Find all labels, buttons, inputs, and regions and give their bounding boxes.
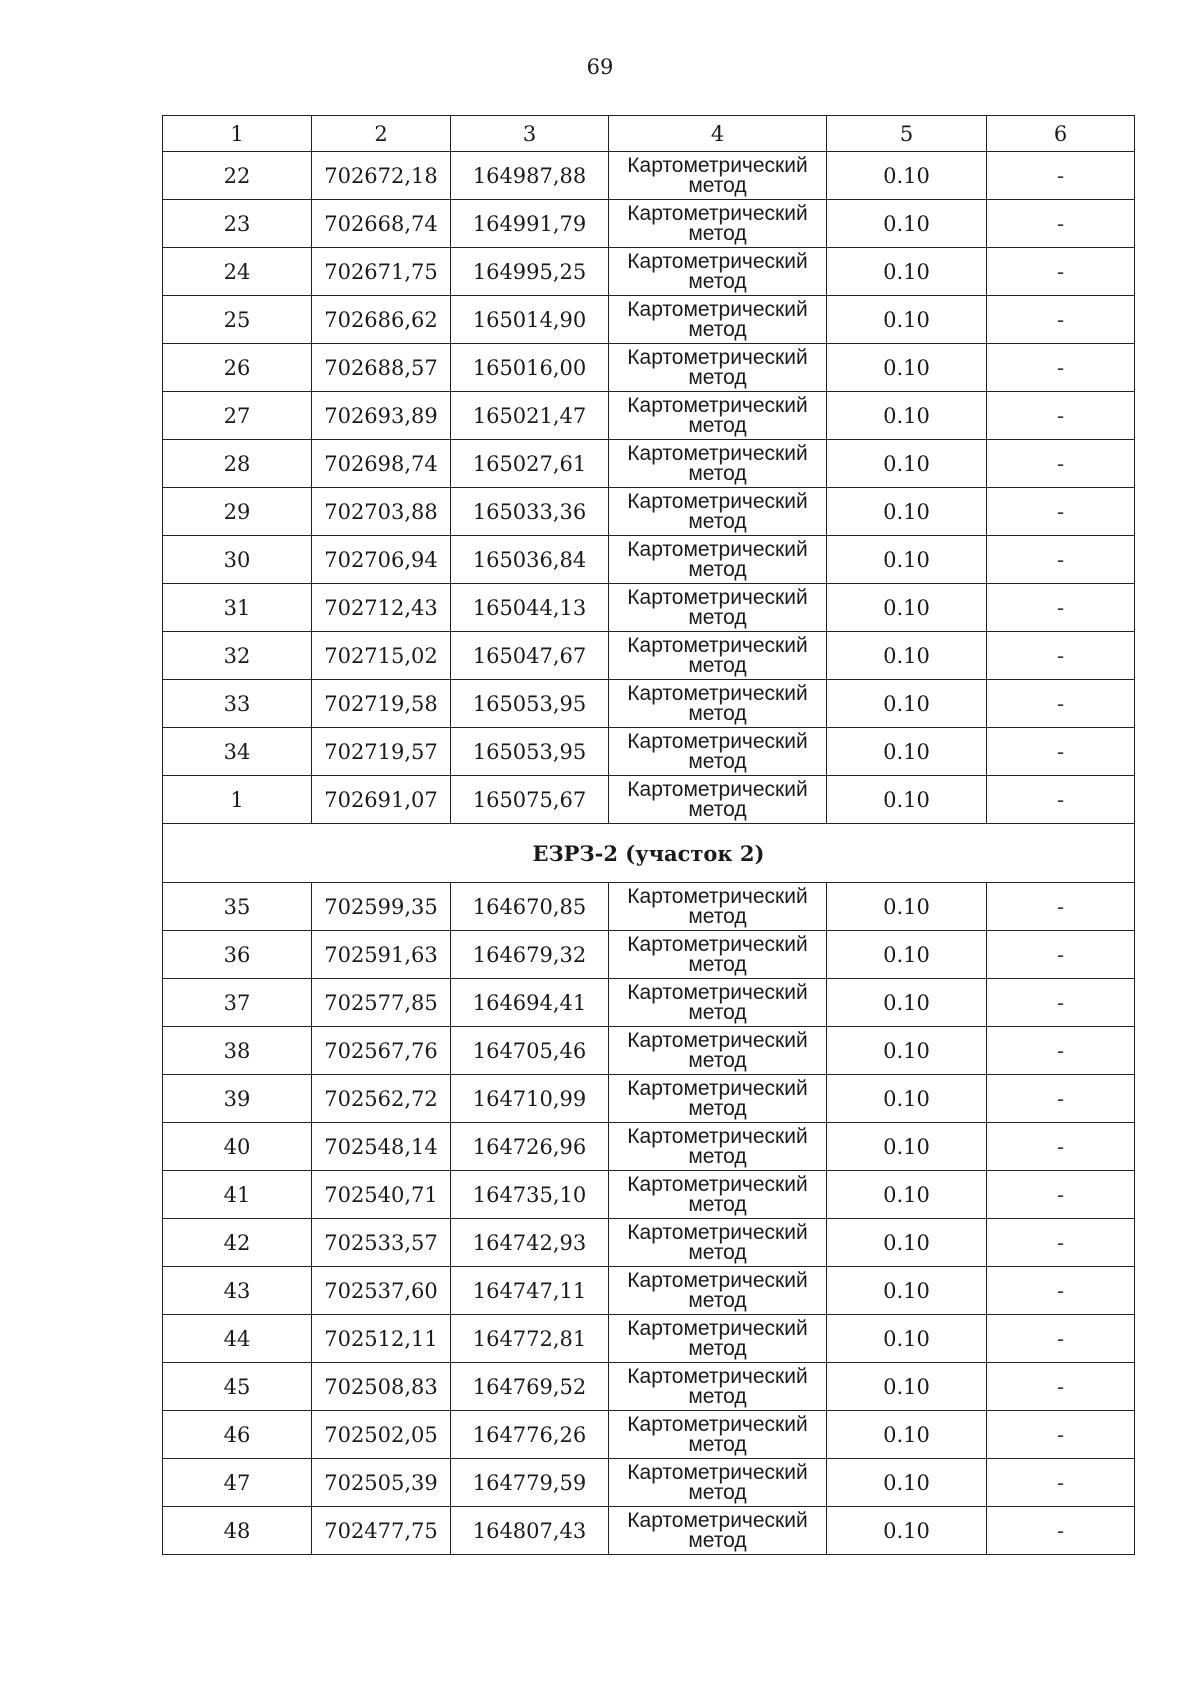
x-coordinate-cell: 702502,05 bbox=[312, 1411, 451, 1459]
y-coordinate-cell: 164987,88 bbox=[451, 152, 609, 200]
y-coordinate-cell: 164705,46 bbox=[451, 1027, 609, 1075]
accuracy-cell: 0.10 bbox=[827, 1075, 987, 1123]
table-row bbox=[163, 632, 1135, 680]
method-text-line2: метод bbox=[688, 1336, 747, 1360]
method-cell bbox=[609, 392, 827, 440]
method-text-line2: метод bbox=[688, 1000, 747, 1024]
accuracy-cell: 0.10 bbox=[827, 248, 987, 296]
x-coordinate-cell: 702712,43 bbox=[312, 584, 451, 632]
method-cell bbox=[609, 488, 827, 536]
point-number-cell: 38 bbox=[163, 1027, 312, 1075]
page-number: 69 bbox=[586, 55, 614, 79]
table-row bbox=[163, 680, 1135, 728]
method-text-line1: Картометрический bbox=[627, 980, 808, 1004]
method-text-line1: Картометрический bbox=[627, 537, 808, 561]
note-cell: - bbox=[987, 344, 1135, 392]
point-number-cell: 48 bbox=[163, 1507, 312, 1555]
point-number-cell: 32 bbox=[163, 632, 312, 680]
method-text-line1: Картометрический bbox=[627, 345, 808, 369]
x-coordinate-cell: 702703,88 bbox=[312, 488, 451, 536]
point-number-cell: 36 bbox=[163, 931, 312, 979]
x-coordinate-cell: 702477,75 bbox=[312, 1507, 451, 1555]
method-cell bbox=[609, 1123, 827, 1171]
method-text-line2: метод bbox=[688, 1192, 747, 1216]
point-number-cell: 25 bbox=[163, 296, 312, 344]
method-cell bbox=[609, 344, 827, 392]
note-cell: - bbox=[987, 200, 1135, 248]
column-header: 4 bbox=[609, 116, 827, 152]
point-number-cell: 31 bbox=[163, 584, 312, 632]
method-cell bbox=[609, 200, 827, 248]
method-text-line2: метод bbox=[688, 317, 747, 341]
accuracy-cell: 0.10 bbox=[827, 1219, 987, 1267]
method-text-line2: метод bbox=[688, 173, 747, 197]
method-text-line1: Картометрический bbox=[627, 1028, 808, 1052]
method-text-line2: метод bbox=[688, 1432, 747, 1456]
table-row bbox=[163, 1411, 1135, 1459]
method-text-line2: метод bbox=[688, 413, 747, 437]
accuracy-cell: 0.10 bbox=[827, 200, 987, 248]
note-cell: - bbox=[987, 728, 1135, 776]
method-cell bbox=[609, 1315, 827, 1363]
accuracy-cell: 0.10 bbox=[827, 536, 987, 584]
y-coordinate-cell: 165047,67 bbox=[451, 632, 609, 680]
method-text-line1: Картометрический bbox=[627, 1076, 808, 1100]
x-coordinate-cell: 702537,60 bbox=[312, 1267, 451, 1315]
coordinates-table-body bbox=[163, 116, 1135, 1555]
y-coordinate-cell: 164769,52 bbox=[451, 1363, 609, 1411]
method-text-line1: Картометрический bbox=[627, 1508, 808, 1532]
point-number-cell: 46 bbox=[163, 1411, 312, 1459]
method-text-line1: Картометрический bbox=[627, 1172, 808, 1196]
accuracy-cell: 0.10 bbox=[827, 1459, 987, 1507]
section-header-row bbox=[163, 824, 1135, 883]
method-text-line1: Картометрический bbox=[627, 297, 808, 321]
table-row bbox=[163, 1315, 1135, 1363]
accuracy-cell: 0.10 bbox=[827, 440, 987, 488]
table-row bbox=[163, 296, 1135, 344]
column-header: 2 bbox=[312, 116, 451, 152]
note-cell: - bbox=[987, 536, 1135, 584]
x-coordinate-cell: 702505,39 bbox=[312, 1459, 451, 1507]
note-cell: - bbox=[987, 632, 1135, 680]
y-coordinate-cell: 164742,93 bbox=[451, 1219, 609, 1267]
method-text-line1: Картометрический bbox=[627, 585, 808, 609]
method-text-line2: метод bbox=[688, 509, 747, 533]
y-coordinate-cell: 164710,99 bbox=[451, 1075, 609, 1123]
accuracy-cell: 0.10 bbox=[827, 883, 987, 931]
method-text-line2: метод bbox=[688, 269, 747, 293]
table-row bbox=[163, 488, 1135, 536]
accuracy-cell: 0.10 bbox=[827, 931, 987, 979]
method-text-line2: метод bbox=[688, 365, 747, 389]
column-number-row bbox=[163, 116, 1135, 152]
note-cell: - bbox=[987, 1315, 1135, 1363]
x-coordinate-cell: 702719,58 bbox=[312, 680, 451, 728]
method-cell bbox=[609, 883, 827, 931]
y-coordinate-cell: 165044,13 bbox=[451, 584, 609, 632]
y-coordinate-cell: 164991,79 bbox=[451, 200, 609, 248]
y-coordinate-cell: 165014,90 bbox=[451, 296, 609, 344]
method-text-line1: Картометрический bbox=[627, 681, 808, 705]
method-text-line1: Картометрический bbox=[627, 1220, 808, 1244]
point-number-cell: 22 bbox=[163, 152, 312, 200]
method-text-line2: метод bbox=[688, 221, 747, 245]
note-cell: - bbox=[987, 776, 1135, 824]
x-coordinate-cell: 702688,57 bbox=[312, 344, 451, 392]
x-coordinate-cell: 702691,07 bbox=[312, 776, 451, 824]
x-coordinate-cell: 702508,83 bbox=[312, 1363, 451, 1411]
y-coordinate-cell: 165036,84 bbox=[451, 536, 609, 584]
method-text-line2: метод bbox=[688, 1384, 747, 1408]
point-number-cell: 26 bbox=[163, 344, 312, 392]
x-coordinate-cell: 702672,18 bbox=[312, 152, 451, 200]
point-number-cell: 29 bbox=[163, 488, 312, 536]
point-number-cell: 1 bbox=[163, 776, 312, 824]
method-text-line1: Картометрический bbox=[627, 1364, 808, 1388]
table-row bbox=[163, 728, 1135, 776]
note-cell: - bbox=[987, 488, 1135, 536]
note-cell: - bbox=[987, 1411, 1135, 1459]
y-coordinate-cell: 164779,59 bbox=[451, 1459, 609, 1507]
x-coordinate-cell: 702577,85 bbox=[312, 979, 451, 1027]
table-row bbox=[163, 1363, 1135, 1411]
accuracy-cell: 0.10 bbox=[827, 1411, 987, 1459]
table-row bbox=[163, 344, 1135, 392]
method-cell bbox=[609, 1267, 827, 1315]
note-cell: - bbox=[987, 1219, 1135, 1267]
method-text-line2: метод bbox=[688, 1144, 747, 1168]
method-cell bbox=[609, 776, 827, 824]
point-number-cell: 43 bbox=[163, 1267, 312, 1315]
table-row bbox=[163, 1027, 1135, 1075]
table-row bbox=[163, 200, 1135, 248]
y-coordinate-cell: 164670,85 bbox=[451, 883, 609, 931]
method-text-line2: метод bbox=[688, 653, 747, 677]
accuracy-cell: 0.10 bbox=[827, 152, 987, 200]
x-coordinate-cell: 702567,76 bbox=[312, 1027, 451, 1075]
accuracy-cell: 0.10 bbox=[827, 488, 987, 536]
x-coordinate-cell: 702706,94 bbox=[312, 536, 451, 584]
x-coordinate-cell: 702686,62 bbox=[312, 296, 451, 344]
method-cell bbox=[609, 584, 827, 632]
table-row bbox=[163, 931, 1135, 979]
method-text-line1: Картометрический bbox=[627, 1124, 808, 1148]
y-coordinate-cell: 165027,61 bbox=[451, 440, 609, 488]
accuracy-cell: 0.10 bbox=[827, 392, 987, 440]
accuracy-cell: 0.10 bbox=[827, 584, 987, 632]
y-coordinate-cell: 164772,81 bbox=[451, 1315, 609, 1363]
table-row bbox=[163, 1075, 1135, 1123]
x-coordinate-cell: 702533,57 bbox=[312, 1219, 451, 1267]
method-text-line2: метод bbox=[688, 952, 747, 976]
method-cell bbox=[609, 1171, 827, 1219]
x-coordinate-cell: 702548,14 bbox=[312, 1123, 451, 1171]
method-text-line2: метод bbox=[688, 1048, 747, 1072]
note-cell: - bbox=[987, 584, 1135, 632]
table-row bbox=[163, 584, 1135, 632]
method-text-line1: Картометрический bbox=[627, 932, 808, 956]
point-number-cell: 34 bbox=[163, 728, 312, 776]
y-coordinate-cell: 165016,00 bbox=[451, 344, 609, 392]
coordinates-table bbox=[162, 115, 1135, 1555]
accuracy-cell: 0.10 bbox=[827, 776, 987, 824]
method-text-line1: Картометрический bbox=[627, 249, 808, 273]
point-number-cell: 41 bbox=[163, 1171, 312, 1219]
y-coordinate-cell: 165053,95 bbox=[451, 680, 609, 728]
x-coordinate-cell: 702562,72 bbox=[312, 1075, 451, 1123]
method-text-line1: Картометрический bbox=[627, 1412, 808, 1436]
y-coordinate-cell: 164995,25 bbox=[451, 248, 609, 296]
method-text-line2: метод bbox=[688, 1480, 747, 1504]
method-text-line1: Картометрический bbox=[627, 633, 808, 657]
method-text-line2: метод bbox=[688, 461, 747, 485]
point-number-cell: 30 bbox=[163, 536, 312, 584]
accuracy-cell: 0.10 bbox=[827, 1027, 987, 1075]
method-text-line2: метод bbox=[688, 1240, 747, 1264]
method-text-line1: Картометрический bbox=[627, 489, 808, 513]
note-cell: - bbox=[987, 979, 1135, 1027]
method-cell bbox=[609, 931, 827, 979]
note-cell: - bbox=[987, 1171, 1135, 1219]
method-text-line1: Картометрический bbox=[627, 1460, 808, 1484]
x-coordinate-cell: 702715,02 bbox=[312, 632, 451, 680]
column-header: 6 bbox=[987, 116, 1135, 152]
method-cell bbox=[609, 680, 827, 728]
table-row bbox=[163, 440, 1135, 488]
x-coordinate-cell: 702668,74 bbox=[312, 200, 451, 248]
y-coordinate-cell: 164694,41 bbox=[451, 979, 609, 1027]
method-cell bbox=[609, 1075, 827, 1123]
table-row bbox=[163, 248, 1135, 296]
note-cell: - bbox=[987, 1459, 1135, 1507]
table-row bbox=[163, 979, 1135, 1027]
x-coordinate-cell: 702719,57 bbox=[312, 728, 451, 776]
point-number-cell: 33 bbox=[163, 680, 312, 728]
method-cell bbox=[609, 1411, 827, 1459]
method-text-line1: Картометрический bbox=[627, 884, 808, 908]
x-coordinate-cell: 702591,63 bbox=[312, 931, 451, 979]
accuracy-cell: 0.10 bbox=[827, 728, 987, 776]
y-coordinate-cell: 164679,32 bbox=[451, 931, 609, 979]
point-number-cell: 37 bbox=[163, 979, 312, 1027]
method-text-line1: Картометрический bbox=[627, 153, 808, 177]
accuracy-cell: 0.10 bbox=[827, 1363, 987, 1411]
accuracy-cell: 0.10 bbox=[827, 344, 987, 392]
point-number-cell: 23 bbox=[163, 200, 312, 248]
point-number-cell: 45 bbox=[163, 1363, 312, 1411]
table-row bbox=[163, 1123, 1135, 1171]
table-row bbox=[163, 1507, 1135, 1555]
accuracy-cell: 0.10 bbox=[827, 1315, 987, 1363]
x-coordinate-cell: 702599,35 bbox=[312, 883, 451, 931]
note-cell: - bbox=[987, 392, 1135, 440]
table-row bbox=[163, 392, 1135, 440]
accuracy-cell: 0.10 bbox=[827, 1171, 987, 1219]
method-cell bbox=[609, 1507, 827, 1555]
table-row bbox=[163, 1219, 1135, 1267]
y-coordinate-cell: 164807,43 bbox=[451, 1507, 609, 1555]
method-text-line2: метод bbox=[688, 1288, 747, 1312]
note-cell: - bbox=[987, 680, 1135, 728]
table-row bbox=[163, 1459, 1135, 1507]
table-row bbox=[163, 1171, 1135, 1219]
method-cell bbox=[609, 1363, 827, 1411]
method-text-line2: метод bbox=[688, 904, 747, 928]
section-title: ЕЗРЗ-2 (участок 2) bbox=[163, 824, 1135, 883]
accuracy-cell: 0.10 bbox=[827, 1267, 987, 1315]
method-text-line1: Картометрический bbox=[627, 201, 808, 225]
x-coordinate-cell: 702693,89 bbox=[312, 392, 451, 440]
method-cell bbox=[609, 296, 827, 344]
method-text-line2: метод bbox=[688, 557, 747, 581]
method-cell bbox=[609, 440, 827, 488]
note-cell: - bbox=[987, 296, 1135, 344]
point-number-cell: 27 bbox=[163, 392, 312, 440]
method-text-line1: Картометрический bbox=[627, 1268, 808, 1292]
method-cell bbox=[609, 248, 827, 296]
table-row bbox=[163, 536, 1135, 584]
column-header: 3 bbox=[451, 116, 609, 152]
x-coordinate-cell: 702512,11 bbox=[312, 1315, 451, 1363]
table-row bbox=[163, 883, 1135, 931]
method-text-line2: метод bbox=[688, 797, 747, 821]
method-cell bbox=[609, 152, 827, 200]
method-text-line1: Картометрический bbox=[627, 441, 808, 465]
note-cell: - bbox=[987, 152, 1135, 200]
point-number-cell: 35 bbox=[163, 883, 312, 931]
method-text-line1: Картометрический bbox=[627, 393, 808, 417]
y-coordinate-cell: 165021,47 bbox=[451, 392, 609, 440]
table-row bbox=[163, 152, 1135, 200]
accuracy-cell: 0.10 bbox=[827, 680, 987, 728]
y-coordinate-cell: 165075,67 bbox=[451, 776, 609, 824]
y-coordinate-cell: 164726,96 bbox=[451, 1123, 609, 1171]
note-cell: - bbox=[987, 1363, 1135, 1411]
accuracy-cell: 0.10 bbox=[827, 1507, 987, 1555]
table-row bbox=[163, 1267, 1135, 1315]
point-number-cell: 42 bbox=[163, 1219, 312, 1267]
y-coordinate-cell: 165053,95 bbox=[451, 728, 609, 776]
accuracy-cell: 0.10 bbox=[827, 632, 987, 680]
method-cell bbox=[609, 1027, 827, 1075]
note-cell: - bbox=[987, 1267, 1135, 1315]
column-header: 5 bbox=[827, 116, 987, 152]
note-cell: - bbox=[987, 1123, 1135, 1171]
accuracy-cell: 0.10 bbox=[827, 296, 987, 344]
note-cell: - bbox=[987, 1027, 1135, 1075]
method-text-line1: Картометрический bbox=[627, 777, 808, 801]
y-coordinate-cell: 164747,11 bbox=[451, 1267, 609, 1315]
y-coordinate-cell: 164776,26 bbox=[451, 1411, 609, 1459]
point-number-cell: 40 bbox=[163, 1123, 312, 1171]
y-coordinate-cell: 164735,10 bbox=[451, 1171, 609, 1219]
note-cell: - bbox=[987, 931, 1135, 979]
note-cell: - bbox=[987, 248, 1135, 296]
point-number-cell: 44 bbox=[163, 1315, 312, 1363]
note-cell: - bbox=[987, 1507, 1135, 1555]
method-text-line2: метод bbox=[688, 701, 747, 725]
method-cell bbox=[609, 728, 827, 776]
y-coordinate-cell: 165033,36 bbox=[451, 488, 609, 536]
method-cell bbox=[609, 979, 827, 1027]
column-header: 1 bbox=[163, 116, 312, 152]
note-cell: - bbox=[987, 440, 1135, 488]
method-text-line2: метод bbox=[688, 605, 747, 629]
table-row bbox=[163, 776, 1135, 824]
method-text-line2: метод bbox=[688, 749, 747, 773]
method-cell bbox=[609, 1219, 827, 1267]
x-coordinate-cell: 702671,75 bbox=[312, 248, 451, 296]
note-cell: - bbox=[987, 883, 1135, 931]
method-text-line2: метод bbox=[688, 1096, 747, 1120]
point-number-cell: 47 bbox=[163, 1459, 312, 1507]
point-number-cell: 39 bbox=[163, 1075, 312, 1123]
x-coordinate-cell: 702540,71 bbox=[312, 1171, 451, 1219]
method-cell bbox=[609, 536, 827, 584]
method-cell bbox=[609, 632, 827, 680]
point-number-cell: 24 bbox=[163, 248, 312, 296]
point-number-cell: 28 bbox=[163, 440, 312, 488]
note-cell: - bbox=[987, 1075, 1135, 1123]
method-text-line1: Картометрический bbox=[627, 1316, 808, 1340]
method-text-line2: метод bbox=[688, 1528, 747, 1552]
accuracy-cell: 0.10 bbox=[827, 1123, 987, 1171]
x-coordinate-cell: 702698,74 bbox=[312, 440, 451, 488]
method-cell bbox=[609, 1459, 827, 1507]
accuracy-cell: 0.10 bbox=[827, 979, 987, 1027]
method-text-line1: Картометрический bbox=[627, 729, 808, 753]
